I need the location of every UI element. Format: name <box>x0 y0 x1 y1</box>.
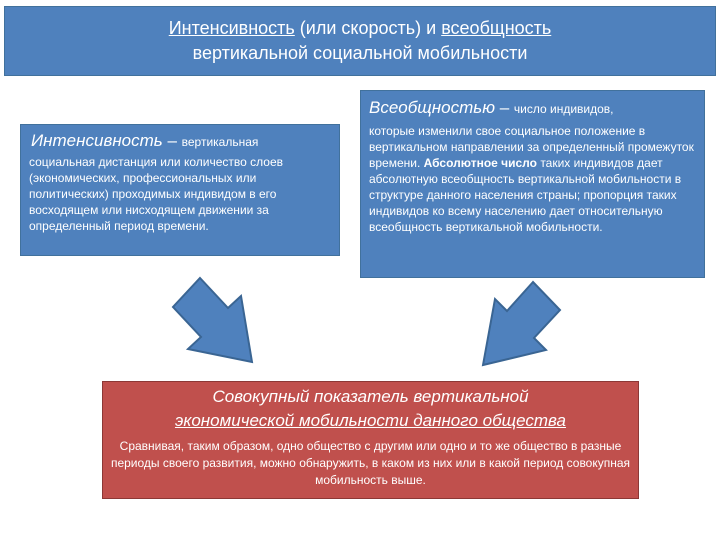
universality-heading <box>369 96 696 121</box>
universality-definition <box>369 123 696 235</box>
summary-description: Сравнивая, таким образом, одно общество с другим или одно и то же общество в разные периоды своего развития, можно обнаружить, в каком из них или в какой период совокупная мобильность выше. <box>110 439 631 487</box>
summary-headline-2: экономической мобильности данного общества <box>174 411 567 430</box>
intensity-box <box>20 124 340 256</box>
intensity-inline-text: вертикальная <box>181 135 259 149</box>
universality-term: Всеобщностью <box>369 98 495 117</box>
title-line-1 <box>5 16 715 41</box>
title-connector: (или скорость) и <box>294 18 442 38</box>
universality-dash: – <box>494 98 514 117</box>
universality-bold-text: Абсолютное число <box>423 156 537 170</box>
universality-text-1: которые изменили свое социальное положение в вертикальном направлении за определенный промежуток времени. <box>369 124 694 170</box>
summary-box <box>102 381 639 499</box>
title-line-2: вертикальной социальной мобильности <box>192 43 528 63</box>
summary-headline-1: Совокупный показатель вертикальной <box>212 387 529 406</box>
intensity-heading <box>31 129 333 154</box>
intensity-dash: – <box>162 131 182 150</box>
arrow-right-icon <box>465 272 565 384</box>
intensity-term: Интенсивность <box>31 131 163 150</box>
arrow-left-icon <box>170 268 270 380</box>
universality-text-2: таких индивидов дает абсолютную всеобщность вертикальной мобильности в структуре данного населения страны; пропорция таких индивидов ко всему населению дает относительную всеобщность вертикальной мобильности. <box>369 156 682 234</box>
title-intensity: Интенсивность <box>168 18 295 38</box>
title-universality: всеобщность <box>441 18 552 38</box>
title-bar <box>4 6 716 76</box>
intensity-definition: социальная дистанция или количество слоев (экономических, профессиональных или политических) проходимых индивидом в его восходящем или нисходящем движении за определенный период времени. <box>29 155 283 233</box>
universality-box <box>360 90 705 278</box>
universality-inline-text: число индивидов, <box>513 102 614 116</box>
